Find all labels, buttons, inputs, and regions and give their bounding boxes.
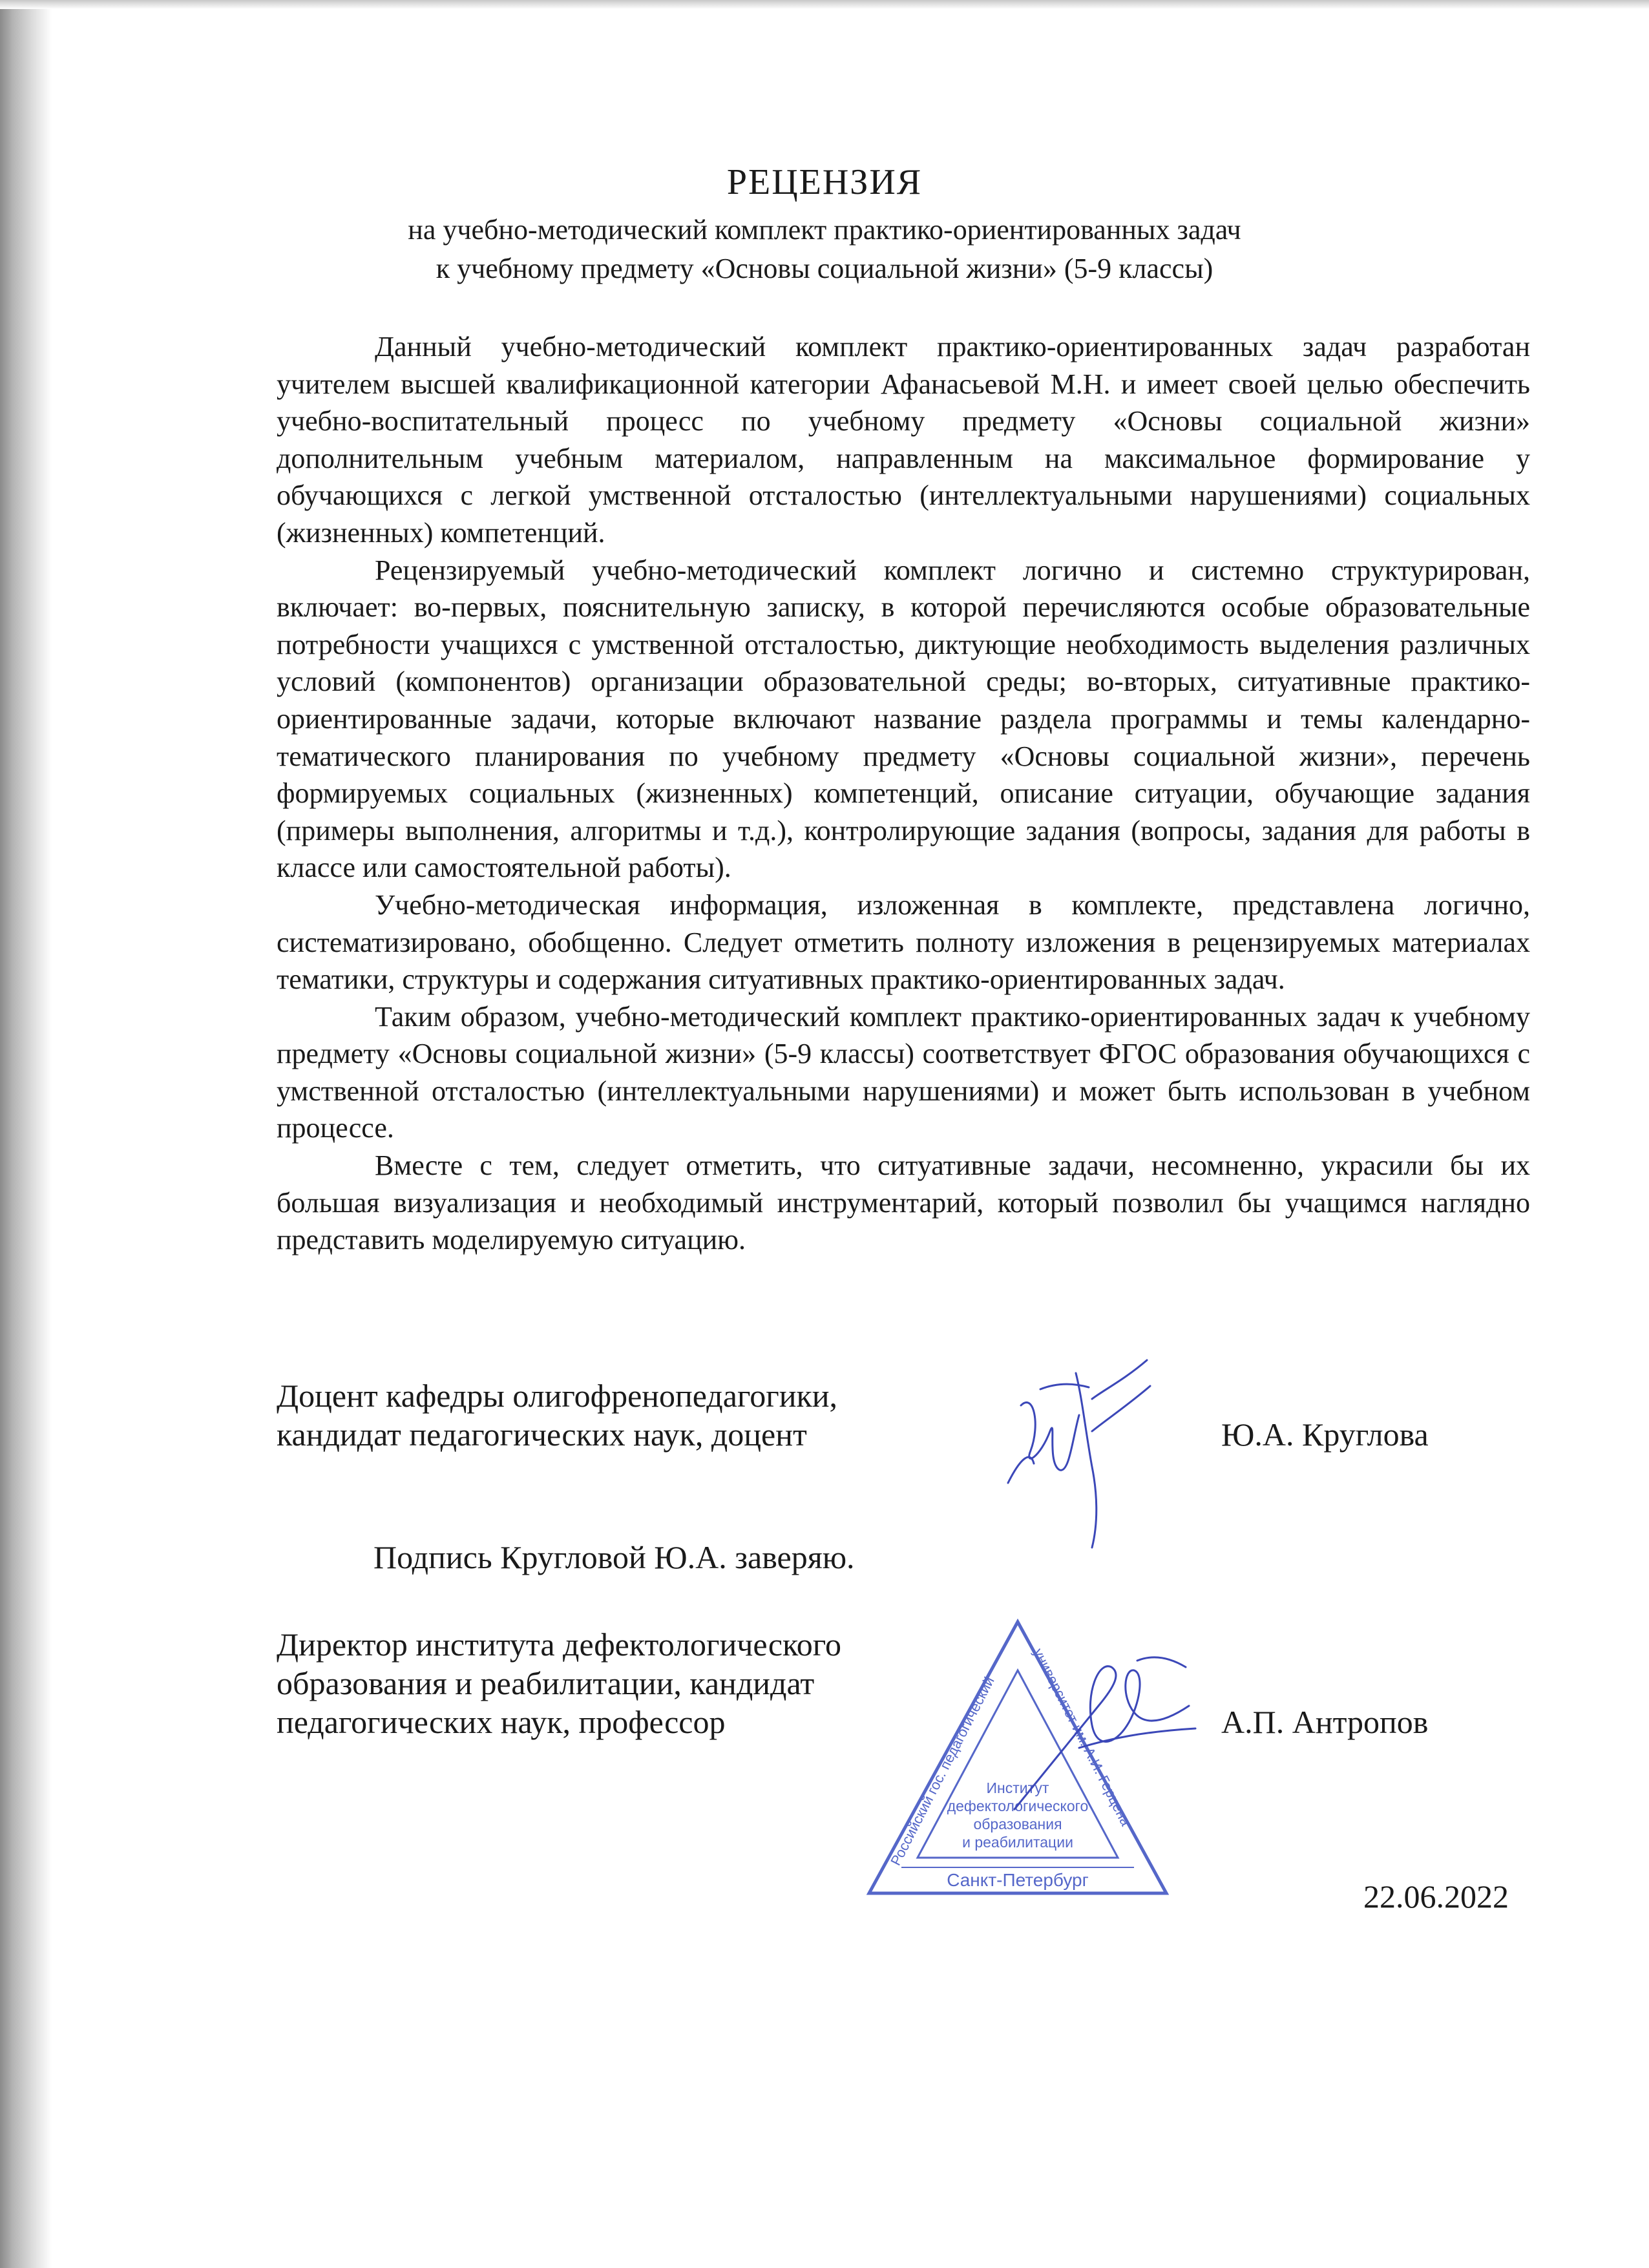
- paragraph-3: Учебно-методическая информация, изложенная в комплекте, представлена логично, систематизировано, обобщенно. Следует отметить полноту изложения в рецензируемых материалах тематики, структуры и содержания ситуативных практико-ориентированных задач.: [277, 888, 1530, 996]
- document-date: 22.06.2022: [1363, 1878, 1509, 1915]
- paragraph-5: Вместе с тем, следует отметить, что ситуативные задачи, несомненно, украсили бы их большая визуализация и необходимый инструментарий, который позволил бы учащимся наглядно представить моделируемую ситуацию.: [277, 1150, 1530, 1256]
- director-position-line3: педагогических наук, профессор: [277, 1704, 726, 1740]
- paragraph-4: Таким образом, учебно-методический комплект практико-ориентированных задач к учебному предмету «Основы социальной жизни» (5-9 классы) соответствует ФГОС образования обучающихся с умственной отсталостью (интеллектуальными нарушениями) и может быть использован в учебном процессе.: [277, 1000, 1530, 1144]
- reviewer-name: Ю.А. Круглова: [1221, 1416, 1429, 1453]
- stamp-inner-line4: и реабилитации: [962, 1834, 1073, 1851]
- document-title: РЕЦЕНЗИЯ: [726, 162, 923, 202]
- stamp-inner-line3: образования: [973, 1816, 1062, 1832]
- review-body: [277, 328, 1530, 1259]
- stamp-city: Санкт-Петербург: [947, 1870, 1089, 1890]
- stamp-inner-line2: дефектологического: [947, 1798, 1089, 1814]
- reviewer-position-line1: Доцент кафедры олигофренопедагогики,: [277, 1378, 838, 1414]
- reviewer-signature: [995, 1354, 1170, 1560]
- director-name: А.П. Антропов: [1221, 1704, 1429, 1740]
- stamp-inner-line1: Институт: [986, 1780, 1049, 1796]
- director-position-line2: образования и реабилитации, кандидат: [277, 1665, 815, 1701]
- stamp-ring-text-right: университет им. А.И. Герцена: [1030, 1645, 1135, 1829]
- document-subtitle-line1: на учебно-методический комплект практико-ориентированных задач: [408, 214, 1241, 246]
- reviewer-position: [277, 1376, 987, 1454]
- director-position-line1: Директор института дефектологического: [277, 1626, 842, 1663]
- paragraph-1: Данный учебно-методический комплект практико-ориентированных задач разработан учителем высшей квалификационной категории Афанасьевой М.Н. и имеет своей целью обеспечить учебно-воспитательный процесс по учебному предмету «Основы социальной жизни» дополнительным учебным материалом, направленным на максимальное формирование у обучающихся с легкой умственной отсталостью (интеллектуальными нарушениями) социальных (жизненных) компетенций.: [277, 331, 1530, 549]
- signature-certification: Подпись Кругловой Ю.А. заверяю.: [373, 1539, 855, 1575]
- reviewer-position-line2: кандидат педагогических наук, доцент: [277, 1416, 807, 1453]
- stamp-ring-text-left: Российский гос. педагогический: [887, 1674, 998, 1869]
- paragraph-2: Рецензируемый учебно-методический комплект логично и системно структурирован, включает: во-первых, пояснительную записку, в которой перечисляются особые образовательные потребности учащихся с умственной отсталостью, диктующие необходимость выделения различных условий (компонентов) организации образовательной среды; во-вторых, ситуативные практико-ориентированные задачи, которые включают название раздела программы и темы календарно-тематического планирования по учебному предмету «Основы социальной жизни», перечень формируемых социальных (жизненных) компетенций, описание ситуации, обучающие задания (примеры выполнения, алгоритмы и т.д.), контролирующие задания (вопросы, задания для работы в классе или самостоятельной работы).: [277, 554, 1530, 884]
- document-subtitle-line2: к учебному предмету «Основы социальной жизни» (5-9 классы): [436, 253, 1213, 284]
- director-signature: [1002, 1635, 1221, 1829]
